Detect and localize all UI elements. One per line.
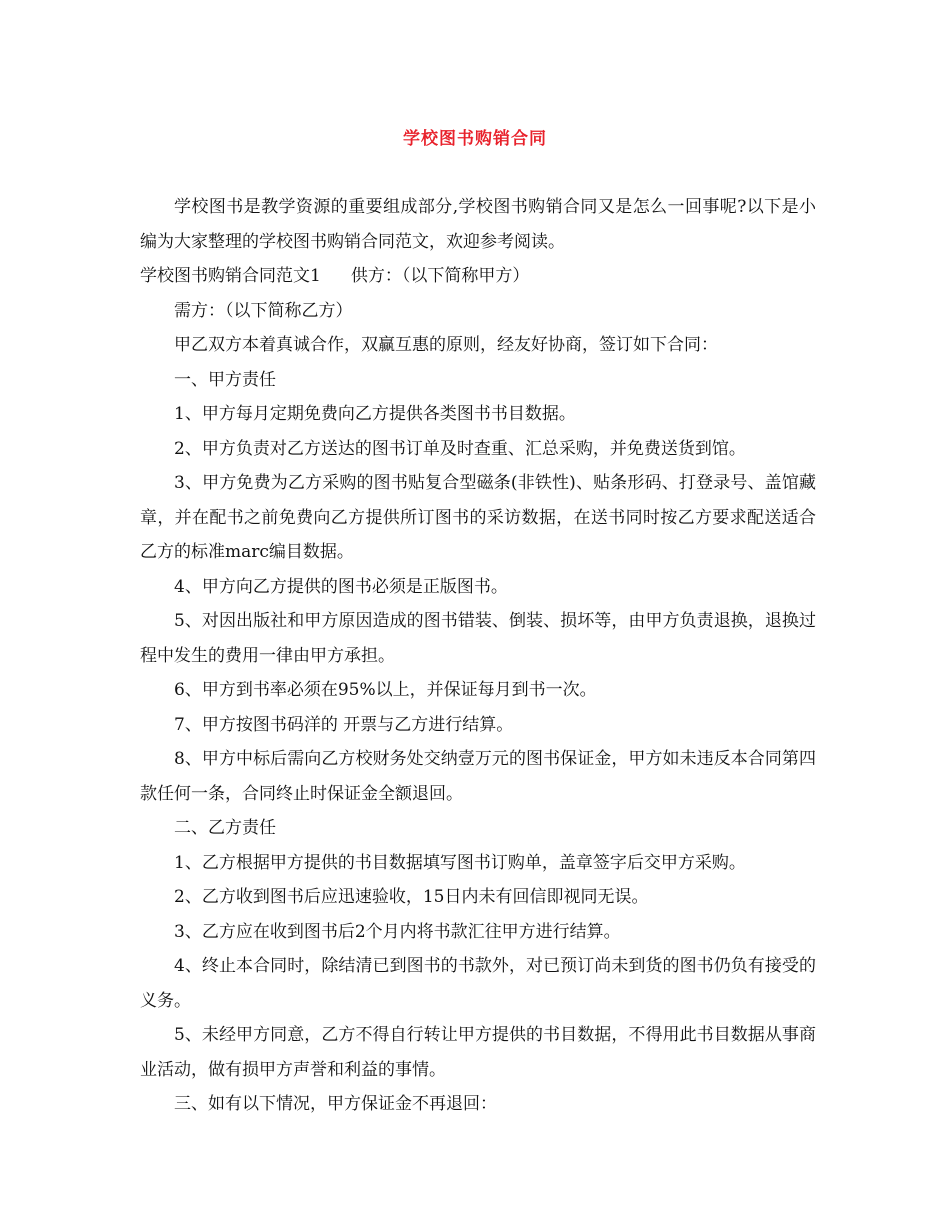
clause-a-1: 1、甲方每月定期免费向乙方提供各类图书书目数据。 [174, 404, 576, 424]
clause-b-5: 5、未经甲方同意，乙方不得自行转让甲方提供的书目数据，不得用此书目数据从事商业活动，做有损甲方声誉和利益的事情。 [140, 1025, 816, 1080]
clause-a-8: 8、甲方中标后需向乙方校财务处交纳壹万元的图书保证金，甲方如未违反本合同第四款任何一条，合同终止时保证金全额退回。 [140, 749, 816, 804]
document-title: 学校图书购销合同 [403, 129, 547, 149]
clause-a-7: 7、甲方按图书码洋的 开票与乙方进行结算。 [174, 714, 514, 735]
sample-heading: 学校图书购销合同范文1 [140, 266, 321, 286]
clause-a-6: 6、甲方到书率必须在95%以上，并保证每月到书一次。 [174, 680, 597, 700]
preamble-paragraph: 甲乙双方本着真诚合作，双赢互惠的原则，经友好协商，签订如下合同： [174, 335, 718, 355]
section-heading-deposit: 三、如有以下情况，甲方保证金不再退回： [174, 1094, 497, 1114]
clause-a-2: 2、甲方负责对乙方送达的图书订单及时查重、汇总采购，并免费送货到馆。 [174, 438, 746, 459]
clause-a-3: 3、甲方免费为乙方采购的图书贴复合型磁条(非铁性)、贴条形码、打登录号、盖馆藏章，并在配书之前免费向乙方提供所订图书的采访数据，在送书同时按乙方要求配送适合乙方的标准marc编目数据。 [140, 473, 816, 562]
intro-paragraph: 学校图书是教学资源的重要组成部分,学校图书购销合同又是怎么一回事呢?以下是小编为大家整理的学校图书购销合同范文，欢迎参考阅读。 [140, 197, 816, 252]
buyer-line: 需方：（以下简称乙方） [174, 300, 353, 321]
sample-heading-line [140, 259, 816, 294]
clause-a-4: 4、甲方向乙方提供的图书必须是正版图书。 [174, 576, 508, 597]
clause-b-2: 2、乙方收到图书后应迅速验收，15日内未有回信即视同无误。 [174, 887, 649, 907]
section-heading-party-b: 二、乙方责任 [174, 818, 276, 838]
clause-b-3: 3、乙方应在收到图书后2个月内将书款汇往甲方进行结算。 [174, 921, 621, 942]
clause-b-1: 1、乙方根据甲方提供的书目数据填写图书订购单，盖章签字后交甲方采购。 [174, 852, 746, 873]
section-heading-party-a: 一、甲方责任 [174, 369, 276, 390]
clause-a-5: 5、对因出版社和甲方原因造成的图书错装、倒装、损坏等，由甲方负责退换，退换过程中发生的费用一律由甲方承担。 [140, 611, 816, 666]
clause-b-4: 4、终止本合同时，除结清已到图书的书款外，对已预订尚未到货的图书仍负有接受的义务。 [140, 956, 816, 1011]
document-body [140, 190, 816, 1122]
supplier-line: 供方：（以下简称甲方） [350, 266, 530, 286]
